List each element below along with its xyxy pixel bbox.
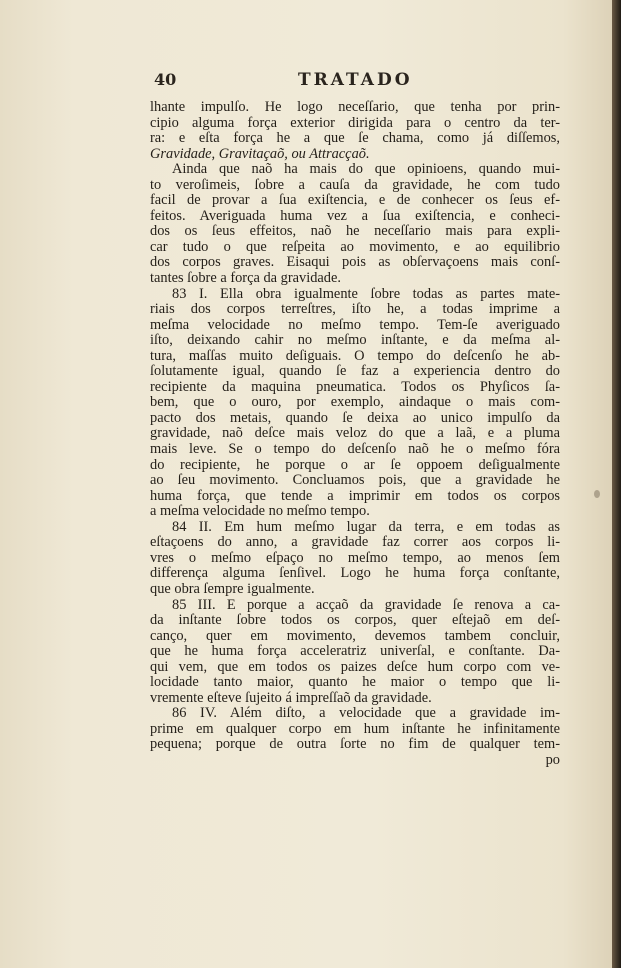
text-line: to veroſimeis, ſobre a cauſa da gravidade, he com tudo — [150, 177, 560, 193]
text-line: 85 III. E porque a acçaõ da gravidade ſe renova a ca- — [172, 597, 560, 613]
text-line: prime em qualquer corpo em hum inſtante he infinitamente — [150, 721, 560, 737]
text-line: que he huma força acceleratriz univerſal, e conſtante. Da- — [150, 644, 560, 660]
text-line: 84 II. Em hum meſmo lugar da terra, e em todas as — [172, 519, 560, 535]
text-line: da inſtante ſobre todos os corpos, quer eſtejaõ em deſ- — [150, 613, 560, 629]
text-line: cipio alguma força exterior dirigida para o centro da ter- — [150, 115, 560, 131]
text-line: a meſma velocidade no meſmo tempo. — [150, 504, 370, 520]
text-line: huma força, que tende a imprimir em todos os corpos — [150, 488, 560, 504]
page-number: 40 — [154, 70, 177, 89]
text-line: vremente eſteve ſujeito á impreſſaõ da gravidade. — [150, 690, 432, 706]
text-line: do recipiente, he porque o ar ſe oppoem deſigualmente — [150, 457, 560, 473]
text-line: Gravidade, Gravitaçaõ, ou Attracçaõ. — [150, 146, 370, 162]
text-line: lhante impulſo. He logo neceſſario, que tenha por prin- — [150, 100, 560, 115]
text-line: iſto, deixando cahir no meſmo inſtante, e da meſma al- — [150, 333, 560, 349]
text-line: eſtaçoens do anno, a gravidade faz correr aos corpos li- — [150, 535, 560, 551]
text-line: vres o meſmo eſpaço no meſmo tempo, ao menos ſem — [150, 550, 560, 566]
text-line: gravidade, naõ deſce mais veloz do que a laã, e a pluma — [150, 426, 560, 442]
paper-stain — [594, 490, 600, 498]
text-line: Ainda que naõ ha mais do que opinioens, quando mui- — [172, 162, 560, 178]
page-header — [154, 70, 574, 92]
text-line: differença alguma ſenſivel. Logo he huma força conſtante, — [150, 566, 560, 582]
text-line: locidade tanto maior, quanto he maior o tempo que li- — [150, 675, 560, 691]
text-line: pacto dos metais, quando ſe deixa ao unico impulſo da — [150, 410, 560, 426]
text-line: meſma velocidade no meſmo tempo. Tem-ſe averiguado — [150, 317, 560, 333]
text-line: ra: e eſta força he a que ſe chama, como já diſſemos, — [150, 131, 560, 147]
text-line: recipiente da maquina pneumatica. Todos os Phyſicos ſa- — [150, 379, 560, 395]
text-line: car tudo o que reſpeita ao movimento, e ao equilibrio — [150, 239, 560, 255]
text-line: tura, maſſas muito deſiguais. O tempo do deſcenſo he ab- — [150, 348, 560, 364]
catchword: po — [545, 752, 560, 768]
text-line: dos os ſeus effeitos, naõ he neceſſario mais para expli- — [150, 224, 560, 240]
text-line: bem, que o ouro, por exemplo, aindaque o mais com- — [150, 395, 560, 411]
text-line: que obra ſempre igualmente. — [150, 581, 315, 597]
text-line: ſolutamente igual, quando ſe faz a experiencia dentro do — [150, 364, 560, 380]
text-line: dos corpos graves. Eisaqui pois as obſervaçoens mais conſ- — [150, 255, 560, 271]
text-line: qui vem, que em todos os paizes deſce hum corpo com ve- — [150, 659, 560, 675]
text-line: mais leve. Se o tempo do deſcenſo naõ he o meſmo fóra — [150, 442, 560, 458]
text-line: feitos. Averiguada huma vez a ſua exiſtencia, e conheci- — [150, 208, 560, 224]
text-line: 83 I. Ella obra igualmente ſobre todas as partes mate- — [172, 286, 560, 302]
text-line: facil de provar a ſua exiſtencia, e de conhecer os ſeus ef- — [150, 193, 560, 209]
text-line: 86 IV. Além diſto, a velocidade que a gravidade im- — [172, 706, 560, 722]
running-title: TRATADO — [298, 70, 413, 90]
body-text — [150, 100, 560, 769]
text-line: canço, quer em movimento, devemos tambem concluir, — [150, 628, 560, 644]
binding-edge — [612, 0, 621, 968]
text-line: pequena; porque de outra ſorte no fim de qualquer tem- — [150, 737, 560, 753]
text-line: ao ſeu movimento. Concluamos pois, que a gravidade he — [150, 473, 560, 489]
text-line: riais dos corpos terreſtres, iſto he, a todas imprime a — [150, 302, 560, 318]
text-line: tantes ſobre a força da gravidade. — [150, 271, 341, 287]
